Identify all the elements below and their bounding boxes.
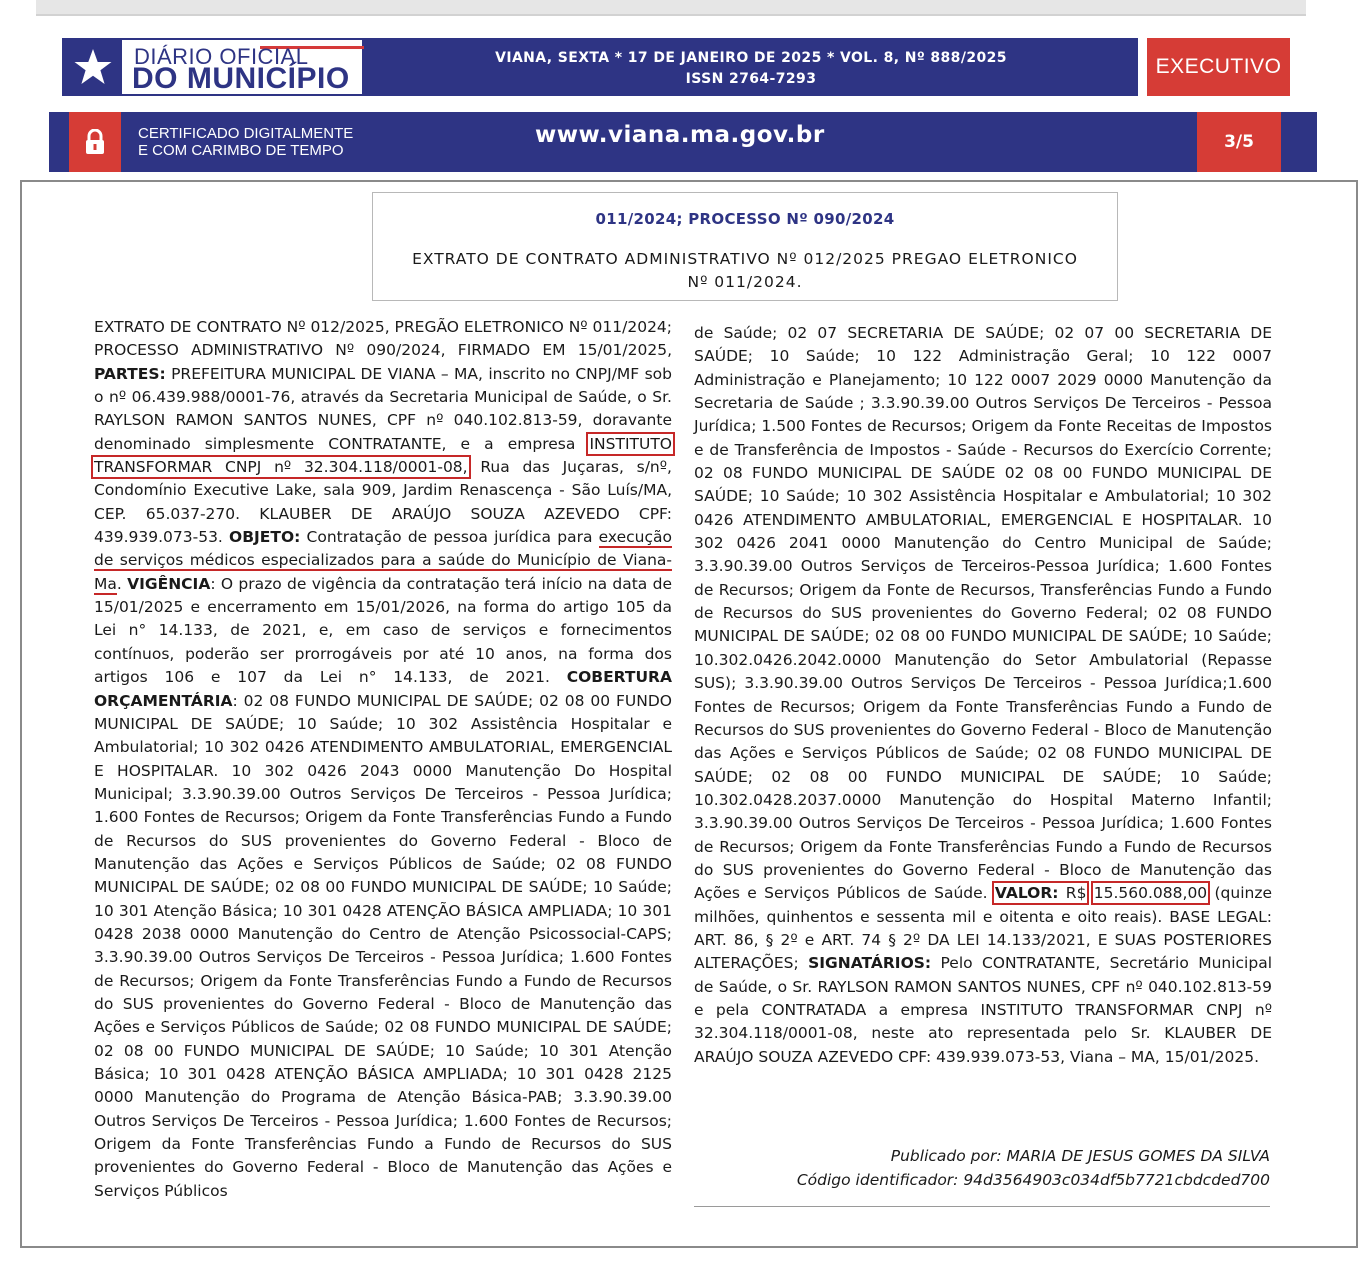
text-run: Pelo CONTRATANTE, Secretário Municipal de Saúde, o Sr. RAYLSON RAMON SANTOS NUNES, CPF nº 040.102.813-59 e pela CONTRATADA a empresa INSTITUTO TRANSFORMAR CNPJ nº 32.304.118/0001-08, neste ato representada pelo Sr. KLAUBER DE ARAÚJO SOUZA AZEVEDO CPF: 439.939.073-53, Viana – MA, 15/01/2025. <box>694 954 1272 1066</box>
left-column <box>94 316 672 1206</box>
certificate-line2: E COM CARIMBO DE TEMPO <box>138 142 344 159</box>
publication-info <box>694 1144 1270 1192</box>
top-strip <box>36 0 1306 16</box>
text-run: : O prazo de vigência da contratação terá início na data de 15/01/2025 e encerramento em 15/01/2026, na forma do artigo 105 da Lei n° 14.133, de 2021, e, em caso de serviços e fornecimentos contínuos, poderão ser prorrogáveis por até 10 anos, na forma dos artigos 106 e 107 da Lei n° 14.133, de 2021. <box>94 574 672 687</box>
text-run: : 02 08 FUNDO MUNICIPAL DE SAÚDE; 02 08 00 FUNDO MUNICIPAL DE SAÚDE; 10 Saúde; 10 302 Assistência Hospitalar e Ambulatorial; 10 302 0426 ATENDIMENTO AMBULATORIAL, EMERGENCIAL E HOSPITALAR. 10 302 0426 2043 0000 Manutenção Do Hospital Municipal; 3.3.90.39.00 Outros Serviços De Terceiros - Pessoa Jurídica; 1.600 Fontes de Recursos; Origem da Fonte Transferências Fundo a Fundo de Recursos do SUS provenientes do Governo Federal - Bloco de Manutenção das Ações e Serviços Públicos de Saúde; 02 08 FUNDO MUNICIPAL DE SAÚDE; 02 08 00 FUNDO MUNICIPAL DE SAÚDE; 10 Saúde; 10 301 Atenção Básica; 10 301 0428 ATENÇÃO BÁSICA AMPLIADA; 10 301 0428 2038 0000 Manutenção do Centro de Atenção Psicossocial-CAPS; 3.3.90.39.00 Outros Serviços De Terceiros - Pessoa Jurídica; 1.600 Fontes de Recursos; Origem da Fonte Transferências Fundo a Fundo de Recursos do SUS provenientes do Governo Federal - Bloco de Manutenção das Ações e Serviços Públicos de Saúde; 02 08 FUNDO MUNICIPAL DE SAÚDE; 02 08 00 FUNDO MUNICIPAL DE SAÚDE; 10 Saúde; 10 301 Atenção Básica; 10 301 0428 ATENÇÃO BÁSICA AMPLIADA; 10 301 0428 2125 0000 Manutenção do Programa de Atenção Básica-PAB; 3.3.90.39.00 Outros Serviços De Terceiros - Pessoa Jurídica; 1.600 Fontes de Recursos; Origem da Fonte Transferências Fundo a Fundo de Recursos do SUS provenientes do Governo Federal - Bloco de Manutenção das Ações e Serviços Públicos <box>94 691 672 1200</box>
text-run: Contratação de pessoa jurídica para <box>300 528 599 547</box>
certificate-line1: CERTIFICADO DIGITALMENTE <box>138 125 354 142</box>
star-icon <box>64 40 122 94</box>
objeto-label: OBJETO: <box>229 528 301 547</box>
text-run: de Saúde; 02 07 SECRETARIA DE SAÚDE; 02 07 00 SECRETARIA DE SAÚDE; 10 Saúde; 10 122 Administração Geral; 10 122 0007 Administração e Planejamento; 10 122 0007 2029 0000 Manutenção da Secretaria de Saúde ; 3.3.90.39.00 Outros Serviços De Terceiros - Pessoa Jurídica; 1.500 Fontes de Recursos; Origem da Fonte Receitas de Impostos e de Transferência de Impostos - Saúde - Recursos do Exercício Corrente; 02 08 FUNDO MUNICIPAL DE SAÚDE 02 08 00 FUNDO MUNICIPAL DE SAÚDE; 10 Saúde; 10 302 Assistência Hospitalar e Ambulatorial; 10 302 0426 ATENDIMENTO AMBULATORIAL, EMERGENCIAL E HOSPITALAR. 10 302 0426 2041 0000 Manutenção do Centro Municipal de Saúde; 3.3.90.39.00 Outros Serviços de Terceiros-Pessoa Jurídica; 1.600 Fontes de Recursos; Origem da Fonte de Recursos, Transferências Fundo a Fundo de Recursos do SUS provenientes do Governo Federal; 02 08 FUNDO MUNICIPAL DE SAÚDE; 02 08 00 FUNDO MUNICIPAL DE SAÚDE; 10 Saúde; 10.302.0426.2042.0000 Manutenção do Setor Ambulatorial (Repasse SUS); 3.3.90.39.00 Outros Serviços De Terceiros - Pessoa Jurídica;1.600 Fontes de Recursos; Origem da Fonte Transferências Fundo a Fundo de Recursos do SUS provenientes do Governo Federal - Bloco de Manutenção das Ações e Serviços Públicos de Saúde; 02 08 FUNDO MUNICIPAL DE SAÚDE; 02 08 00 FUNDO MUNICIPAL DE SAÚDE; 10 Saúde; 10.302.0428.2037.0000 Manutenção do Hospital Materno Infantil; 3.3.90.39.00 Outros Serviços De Terceiros - Pessoa Jurídica; 1.600 Fontes de Recursos; Origem da Fonte Transferências Fundo a Fundo de Recursos do SUS provenientes do Governo Federal - Bloco de Manutenção das Ações e Serviços Públicos de Saúde. <box>694 324 1272 903</box>
contratada-highlight: INSTITUTO TRANSFORMAR CNPJ nº 32.304.118/0001-08, <box>94 434 672 477</box>
edition-line: VIANA, SEXTA * 17 DE JANEIRO DE 2025 * VOL. 8, Nº 888/2025 <box>495 50 1007 66</box>
page-indicator: 3/5 <box>1197 112 1281 172</box>
lock-icon <box>69 112 121 172</box>
logo-line1: DIÁRIO OFICIAL <box>134 44 309 69</box>
identifier-code: Código identificador: 94d3564903c034df5b7721cbdcded700 <box>796 1171 1270 1189</box>
issn: ISSN 2764-7293 <box>685 71 817 87</box>
text-run: PREFEITURA MUNICIPAL DE VIANA – MA, inscrito no CNPJ/MF sob o nº 06.439.988/0001-76, através da Secretaria Municipal de Saúde, o Sr. RAYLSON RAMON SANTOS NUNES, CPF nº 040.102.813-59, doravante denominado simplesmente CONTRATANTE, e a empresa <box>94 364 672 453</box>
edition-info <box>364 48 1138 90</box>
text-run: EXTRATO DE CONTRATO Nº 012/2025, PREGÃO ELETRONICO Nº 011/2024; PROCESSO ADMINISTRATIVO Nº 090/2024, FIRMADO EM 15/01/2025, <box>94 318 673 360</box>
vigencia-label: VIGÊNCIA <box>127 574 211 593</box>
masthead-bar <box>62 38 1138 96</box>
title-box <box>372 192 1118 301</box>
signatarios-label: SIGNATÁRIOS: <box>808 954 932 973</box>
text-run: . <box>116 574 128 593</box>
objeto-highlight: execução de serviços médicos especializados para a saúde do Município de Viana-Ma <box>94 528 672 593</box>
certificate-bar <box>49 112 1317 172</box>
process-title: 011/2024; PROCESSO Nº 090/2024 <box>595 210 895 228</box>
document-frame <box>20 180 1358 1248</box>
contract-title: EXTRATO DE CONTRATO ADMINISTRATIVO Nº 012/2025 PREGAO ELETRONICO Nº 011/2024. <box>412 250 1078 291</box>
text-run: Rua das Juçaras, s/nº, Condomínio Executive Lake, sala 909, Jardim Renascença - São Luís/MA, CEP. 65.037-270. KLAUBER DE ARAÚJO SOUZA AZEVEDO CPF: 439.939.073-53. <box>94 458 672 547</box>
footer-rule <box>694 1206 1270 1207</box>
published-by: Publicado por: MARIA DE JESUS GOMES DA SILVA <box>890 1147 1270 1165</box>
valor-currency: R$ <box>1058 884 1087 903</box>
diario-oficial-logo[interactable] <box>62 38 364 96</box>
valor-label-box <box>995 884 1087 902</box>
text-run: (quinze milhões, quinhentos e sessenta mil e oitenta e oito reais). BASE LEGAL: ART. 86, § 2º e ART. 74 § 2º DA LEI 14.133/2021, E SUAS POSTERIORES ALTERAÇÕES; <box>694 884 1272 973</box>
certificate-text <box>138 125 353 159</box>
website-link[interactable]: www.viana.ma.gov.br <box>535 122 825 148</box>
executivo-button[interactable]: EXECUTIVO <box>1147 38 1290 96</box>
partes-label: PARTES: <box>94 364 166 383</box>
valor-label: VALOR: <box>994 884 1059 903</box>
logo-line2: DO MUNICÍPIO <box>132 62 350 95</box>
cobertura-label: COBERTURA ORÇAMENTÁRIA <box>94 668 672 710</box>
valor-amount: 15.560.088,00 <box>1093 884 1208 903</box>
right-column <box>694 322 1272 1122</box>
